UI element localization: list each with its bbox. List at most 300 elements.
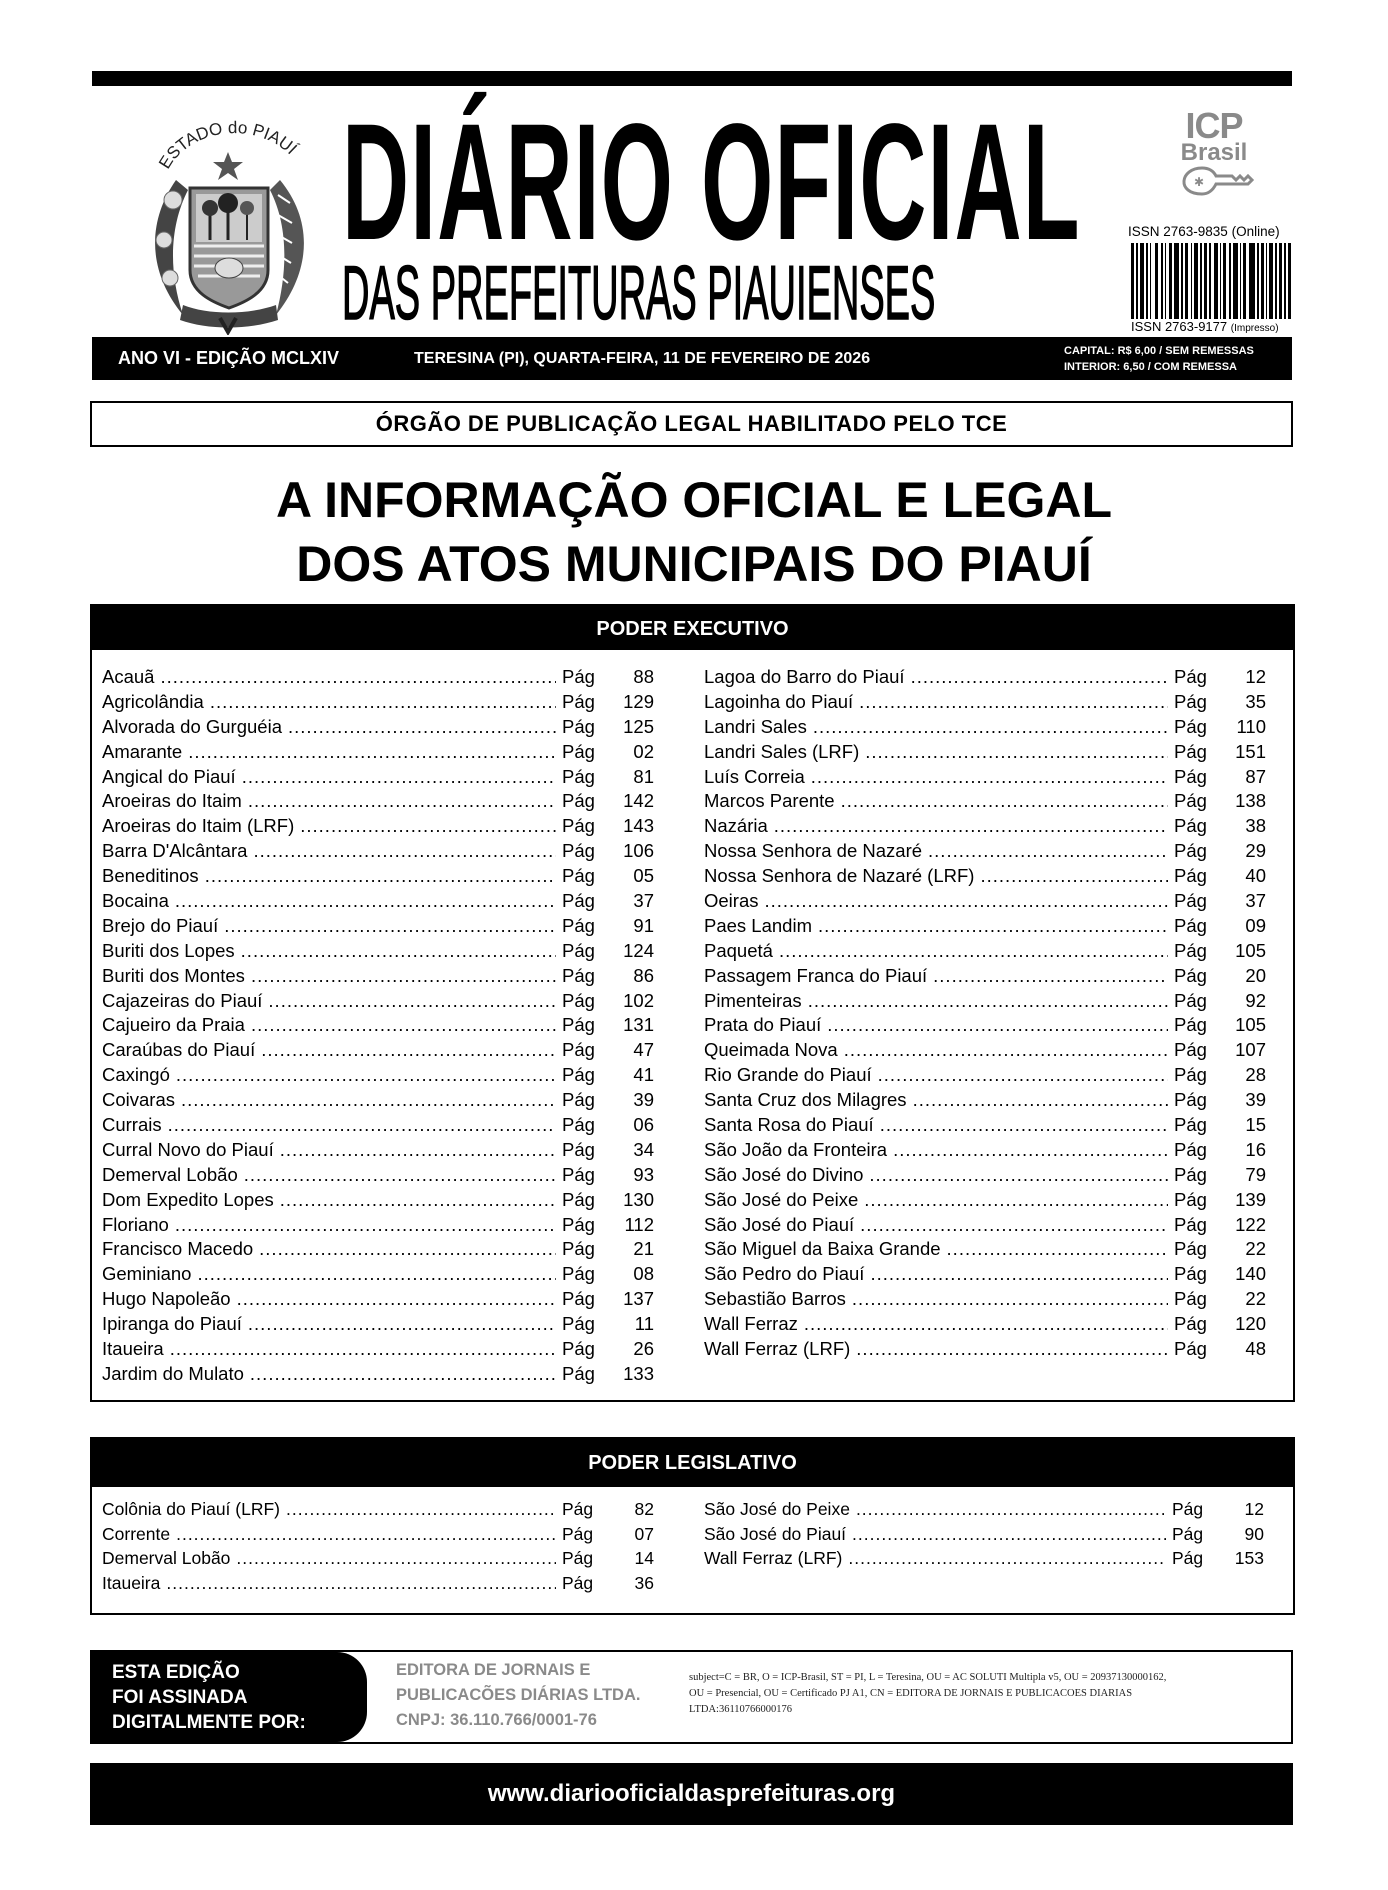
- legislativo-left-column: [102, 1497, 654, 1595]
- index-entry[interactable]: [704, 814, 1266, 839]
- leader-dots: [841, 789, 1168, 814]
- page-label: Pág: [562, 1064, 595, 1086]
- page-label: Pág: [562, 1039, 595, 1061]
- page-label: Pág: [562, 1338, 595, 1360]
- page-label: Pág: [562, 666, 595, 687]
- page-label: Pág: [1174, 666, 1207, 687]
- index-entry[interactable]: [102, 1213, 654, 1238]
- leader-dots: [933, 964, 1168, 989]
- leader-dots: [864, 1188, 1168, 1213]
- barcode-icon: [1131, 243, 1291, 319]
- issn-print-label: (Impresso): [1230, 323, 1279, 334]
- page-label: Pág: [1174, 1064, 1207, 1086]
- page-label: Pág: [562, 815, 595, 837]
- publication-date: TERESINA (PI), QUARTA-FEIRA, 11 DE FEVEREIRO DE 2026: [414, 350, 871, 367]
- page-label: Pág: [1172, 1548, 1204, 1568]
- page-label: Pág: [562, 1288, 595, 1310]
- municipality-name: São José do Piauí: [704, 1213, 855, 1235]
- municipality-name: Nossa Senhora de Nazaré (LRF): [704, 865, 975, 887]
- municipality-name: Cajueiro da Praia: [102, 1014, 245, 1036]
- page-label: Pág: [1174, 1213, 1207, 1235]
- page-number: 81: [633, 765, 654, 787]
- page-label: Pág: [562, 1572, 594, 1593]
- page-number: 79: [1245, 1163, 1266, 1185]
- page-number: 39: [1245, 1089, 1266, 1111]
- page-number: 47: [633, 1039, 654, 1061]
- leader-dots: [878, 1063, 1168, 1088]
- municipality-name: Nossa Senhora de Nazaré: [704, 840, 923, 862]
- leader-dots: [224, 914, 556, 939]
- page-number: 105: [1235, 1014, 1266, 1036]
- municipality-name: Rio Grande do Piauí: [704, 1064, 872, 1086]
- index-entry[interactable]: [102, 665, 654, 690]
- headline-line-2: DOS ATOS MUNICIPAIS DO PIAUÍ: [296, 536, 1092, 592]
- page-label: Pág: [562, 890, 595, 912]
- municipality-name: Santa Cruz dos Milagres: [704, 1089, 907, 1111]
- page-label: Pág: [1174, 765, 1207, 787]
- page-number: 129: [623, 690, 654, 712]
- leader-dots: [176, 1522, 556, 1547]
- index-entry[interactable]: [704, 864, 1266, 889]
- leader-dots: [166, 1571, 556, 1596]
- coat-of-arms-icon: [128, 100, 328, 335]
- index-entry[interactable]: [704, 964, 1266, 989]
- leader-dots: [856, 1337, 1168, 1362]
- municipality-name: São José do Peixe: [704, 1499, 850, 1519]
- index-entry[interactable]: [704, 1237, 1266, 1262]
- leader-dots: [280, 1138, 556, 1163]
- certificate-subject: [689, 1670, 1289, 1718]
- index-entry[interactable]: [102, 814, 654, 839]
- page-label: Pág: [1174, 1014, 1207, 1036]
- edition-number: ANO VI - EDIÇÃO MCLXIV: [118, 348, 340, 368]
- section-header-executivo: PODER EXECUTIVO: [90, 604, 1295, 654]
- index-entry[interactable]: [102, 1337, 654, 1362]
- page-number: 92: [1245, 989, 1266, 1011]
- executivo-right-column: [704, 665, 1266, 1362]
- issn-online: ISSN 2763-9835 (Online): [1128, 224, 1280, 239]
- index-entry[interactable]: [102, 1522, 654, 1547]
- svg-text:✱: ✱: [1194, 175, 1205, 189]
- index-entry[interactable]: [102, 1287, 654, 1312]
- leader-dots: [236, 1546, 556, 1571]
- municipality-name: Prata do Piauí: [704, 1014, 822, 1036]
- index-entry[interactable]: [102, 864, 654, 889]
- municipality-name: Demerval Lobão: [102, 1548, 231, 1568]
- page-number: 12: [1245, 666, 1266, 687]
- page-label: Pág: [562, 690, 595, 712]
- index-entry[interactable]: [102, 1013, 654, 1038]
- municipality-name: Colônia do Piauí (LRF): [102, 1499, 280, 1519]
- municipality-name: Luís Correia: [704, 765, 805, 787]
- page-number: 12: [1244, 1499, 1264, 1519]
- leader-dots: [251, 964, 556, 989]
- icp-brasil-logo: [1172, 105, 1256, 202]
- municipality-name: Marcos Parente: [704, 790, 835, 812]
- index-entry[interactable]: [102, 964, 654, 989]
- page-label: Pág: [1174, 815, 1207, 837]
- page-label: Pág: [562, 790, 595, 812]
- page-label: Pág: [1174, 1338, 1207, 1360]
- leader-dots: [237, 1287, 556, 1312]
- municipality-name: Santa Rosa do Piauí: [704, 1114, 874, 1136]
- page-number: 143: [623, 815, 654, 837]
- page-number: 22: [1245, 1288, 1266, 1310]
- page-label: Pág: [562, 840, 595, 862]
- section-executivo: [90, 650, 1295, 1402]
- municipality-name: Alvorada do Gurguéia: [102, 715, 282, 737]
- price-capital: CAPITAL: R$ 6,00 / SEM REMESSAS: [1064, 345, 1254, 357]
- key-icon: [1172, 164, 1256, 198]
- page-label: Pág: [562, 1114, 595, 1136]
- page-label: Pág: [1174, 1188, 1207, 1210]
- index-entry[interactable]: [102, 1188, 654, 1213]
- leader-dots: [827, 1013, 1168, 1038]
- municipality-name: Coivaras: [102, 1089, 175, 1111]
- index-entry[interactable]: [704, 1013, 1266, 1038]
- municipality-name: Floriano: [102, 1213, 169, 1235]
- leader-dots: [865, 740, 1168, 765]
- page-label: Pág: [562, 1163, 595, 1185]
- leader-dots: [880, 1113, 1168, 1138]
- page-label: Pág: [1174, 964, 1207, 986]
- index-entry[interactable]: [102, 914, 654, 939]
- page-label: Pág: [1174, 914, 1207, 936]
- leader-dots: [869, 1163, 1168, 1188]
- issn-print: [1131, 319, 1297, 336]
- leader-dots: [928, 839, 1168, 864]
- index-entry[interactable]: [704, 765, 1266, 790]
- page-number: 48: [1245, 1338, 1266, 1360]
- page-label: Pág: [562, 1548, 594, 1568]
- index-entry[interactable]: [704, 1113, 1266, 1138]
- page-label: Pág: [1174, 1263, 1207, 1285]
- executivo-left-column: [102, 665, 654, 1387]
- page-number: 16: [1245, 1138, 1266, 1160]
- municipality-name: Angical do Piauí: [102, 765, 236, 787]
- page-label: Pág: [562, 1138, 595, 1160]
- leader-dots: [248, 1312, 556, 1337]
- leader-dots: [261, 1038, 556, 1063]
- edition-info-bar: [92, 337, 1292, 380]
- leader-dots: [893, 1138, 1168, 1163]
- leader-dots: [242, 765, 556, 790]
- page-number: 131: [623, 1014, 654, 1036]
- leader-dots: [813, 715, 1168, 740]
- page-number: 93: [633, 1163, 654, 1185]
- page-label: Pág: [1174, 1114, 1207, 1136]
- legislativo-right-column: [704, 1497, 1264, 1571]
- page-number: 05: [633, 865, 654, 887]
- leader-dots: [808, 989, 1168, 1014]
- municipality-name: Pimenteiras: [704, 989, 802, 1011]
- leader-dots: [259, 1237, 556, 1262]
- page-label: Pág: [1174, 989, 1207, 1011]
- section-header-legislativo: PODER LEGISLATIVO: [90, 1437, 1295, 1489]
- leader-dots: [181, 1088, 556, 1113]
- index-entry[interactable]: [704, 789, 1266, 814]
- page-number: 22: [1245, 1238, 1266, 1260]
- index-entry[interactable]: [102, 715, 654, 740]
- leader-dots: [253, 839, 556, 864]
- page-label: Pág: [562, 939, 595, 961]
- municipality-name: Beneditinos: [102, 865, 199, 887]
- page-label: Pág: [562, 1523, 594, 1544]
- index-entry[interactable]: [704, 839, 1266, 864]
- page-number: 122: [1235, 1213, 1266, 1235]
- page-label: Pág: [562, 740, 595, 762]
- page-number: 02: [633, 740, 654, 762]
- page-number: 40: [1245, 865, 1266, 887]
- municipality-name: Aroeiras do Itaim: [102, 790, 242, 812]
- index-entry[interactable]: [102, 789, 654, 814]
- icp-logo-subtext: Brasil: [1180, 139, 1248, 166]
- municipality-name: Nazária: [704, 815, 768, 837]
- leader-dots: [804, 1312, 1168, 1337]
- page-label: Pág: [562, 989, 595, 1011]
- index-entry[interactable]: [102, 889, 654, 914]
- icp-logo-text: ICP: [1185, 105, 1243, 146]
- page-label: Pág: [1174, 939, 1207, 961]
- page-label: Pág: [562, 1263, 595, 1285]
- municipality-name: Sebastião Barros: [704, 1288, 846, 1310]
- website-link[interactable]: www.diariooficialdasprefeituras.org: [487, 1780, 896, 1807]
- index-entry[interactable]: [704, 1063, 1266, 1088]
- page-number: 36: [634, 1572, 654, 1593]
- page-number: 21: [633, 1238, 654, 1260]
- index-entry[interactable]: [704, 1138, 1266, 1163]
- municipality-name: Brejo do Piauí: [102, 914, 219, 936]
- municipality-name: Lagoinha do Piauí: [704, 690, 854, 712]
- page-label: Pág: [1174, 1163, 1207, 1185]
- index-entry[interactable]: [102, 839, 654, 864]
- page-number: 06: [633, 1114, 654, 1136]
- newspaper-title: DIÁRIO OFICIAL: [342, 90, 1081, 275]
- top-rule: [92, 71, 1292, 86]
- page-number: 34: [633, 1138, 654, 1160]
- leader-dots: [248, 789, 556, 814]
- page-label: Pág: [562, 914, 595, 936]
- index-entry[interactable]: [704, 1188, 1266, 1213]
- municipality-name: Lagoa do Barro do Piauí: [704, 666, 905, 687]
- index-entry[interactable]: [704, 1546, 1264, 1571]
- index-entry[interactable]: [704, 715, 1266, 740]
- municipality-name: Aroeiras do Itaim (LRF): [102, 815, 295, 837]
- page-label: Pág: [1174, 690, 1207, 712]
- index-entry[interactable]: [704, 1287, 1266, 1312]
- index-entry[interactable]: [704, 889, 1266, 914]
- digital-signature-box: [90, 1650, 1293, 1744]
- municipality-name: São José do Piauí: [704, 1523, 847, 1544]
- index-entry[interactable]: [102, 1088, 654, 1113]
- page-number: 102: [623, 989, 654, 1011]
- page-label: Pág: [1174, 1039, 1207, 1061]
- index-entry[interactable]: [102, 765, 654, 790]
- index-entry[interactable]: [704, 1088, 1266, 1113]
- price-info: [1064, 343, 1254, 375]
- page-number: 14: [634, 1548, 654, 1568]
- municipality-name: Acauã: [102, 666, 155, 687]
- index-entry[interactable]: [102, 1038, 654, 1063]
- page-label: Pág: [562, 865, 595, 887]
- leader-dots: [251, 1013, 556, 1038]
- page-number: 137: [623, 1288, 654, 1310]
- index-entry[interactable]: [704, 1038, 1266, 1063]
- headline: [100, 468, 1288, 596]
- signature-label-line: DIGITALMENTE POR:: [112, 1712, 306, 1733]
- leader-dots: [175, 889, 556, 914]
- page-label: Pág: [1174, 1288, 1207, 1310]
- leader-dots: [160, 665, 556, 690]
- leader-dots: [947, 1237, 1168, 1262]
- page-number: 41: [633, 1064, 654, 1086]
- leader-dots: [197, 1262, 556, 1287]
- leader-dots: [168, 1113, 556, 1138]
- municipality-name: Jardim do Mulato: [102, 1362, 244, 1384]
- index-entry[interactable]: [704, 1213, 1266, 1238]
- index-entry[interactable]: [102, 1063, 654, 1088]
- page-label: Pág: [562, 1499, 594, 1519]
- page-number: 08: [633, 1263, 654, 1285]
- index-entry[interactable]: [102, 989, 654, 1014]
- leader-dots: [170, 1337, 556, 1362]
- municipality-name: São João da Fronteira: [704, 1138, 888, 1160]
- index-entry[interactable]: [102, 740, 654, 765]
- index-entry[interactable]: [102, 1237, 654, 1262]
- page-number: 88: [633, 666, 654, 687]
- signer-company: [396, 1658, 640, 1733]
- page-label: Pág: [1172, 1499, 1204, 1519]
- leader-dots: [280, 1188, 556, 1213]
- page-label: Pág: [1172, 1523, 1204, 1544]
- municipality-name: Curral Novo do Piauí: [102, 1138, 274, 1160]
- index-entry[interactable]: [102, 1571, 654, 1596]
- page-number: 133: [623, 1362, 654, 1384]
- index-entry[interactable]: [704, 1262, 1266, 1287]
- signer-name-line: PUBLICACÕES DIÁRIAS LTDA.: [396, 1686, 641, 1704]
- page-label: Pág: [562, 765, 595, 787]
- page-number: 35: [1245, 690, 1266, 712]
- leader-dots: [300, 814, 556, 839]
- leader-dots: [779, 939, 1168, 964]
- signature-label-line: FOI ASSINADA: [112, 1687, 248, 1708]
- index-entry[interactable]: [102, 1113, 654, 1138]
- page-number: 82: [634, 1499, 654, 1519]
- index-entry[interactable]: [102, 1138, 654, 1163]
- index-entry[interactable]: [704, 989, 1266, 1014]
- leader-dots: [175, 1213, 556, 1238]
- page-label: Pág: [562, 1089, 595, 1111]
- page-label: Pág: [562, 1014, 595, 1036]
- municipality-name: São Miguel da Baixa Grande: [704, 1238, 941, 1260]
- index-entry[interactable]: [102, 1497, 654, 1522]
- leader-dots: [911, 665, 1168, 690]
- municipality-name: Caraúbas do Piauí: [102, 1039, 256, 1061]
- leader-dots: [860, 1213, 1168, 1238]
- page-label: Pág: [1174, 1238, 1207, 1260]
- index-entry[interactable]: [102, 1262, 654, 1287]
- municipality-name: Agricolândia: [102, 690, 204, 712]
- issn-print-number: ISSN 2763-9177: [1131, 319, 1228, 334]
- municipality-name: Wall Ferraz (LRF): [704, 1548, 843, 1568]
- price-interior: INTERIOR: 6,50 / COM REMESSA: [1064, 361, 1237, 373]
- page-number: 39: [633, 1089, 654, 1111]
- municipality-name: Dom Expedito Lopes: [102, 1188, 274, 1210]
- index-entry[interactable]: [704, 690, 1266, 715]
- signature-label: [92, 1652, 367, 1742]
- municipality-name: Ipiranga do Piauí: [102, 1313, 242, 1335]
- certificate-subject-line: subject=C = BR, O = ICP-Brasil, ST = PI, L = Teresina, OU = AC SOLUTI Multipla v5, OU = 20937130000162,: [689, 1672, 1167, 1683]
- municipality-name: Corrente: [102, 1523, 171, 1544]
- page-label: Pág: [562, 1213, 595, 1235]
- index-entry[interactable]: [102, 1362, 654, 1387]
- municipality-name: Buriti dos Montes: [102, 964, 245, 986]
- page-number: 110: [1236, 715, 1266, 737]
- index-entry[interactable]: [704, 1337, 1266, 1362]
- index-entry[interactable]: [704, 939, 1266, 964]
- index-entry[interactable]: [704, 1522, 1264, 1547]
- leader-dots: [870, 1262, 1168, 1287]
- certificate-subject-line: LTDA:36110766000176: [689, 1704, 793, 1715]
- newspaper-subtitle: DAS PREFEITURAS PIAUIENSES: [342, 251, 936, 336]
- section-legislativo: [90, 1487, 1295, 1615]
- tce-banner: ÓRGÃO DE PUBLICAÇÃO LEGAL HABILITADO PELO TCE: [90, 401, 1293, 447]
- page-label: Pág: [1174, 890, 1207, 912]
- signer-cnpj: CNPJ: 36.110.766/0001-76: [396, 1711, 597, 1729]
- page-label: Pág: [1174, 715, 1207, 737]
- municipality-name: Caxingó: [102, 1064, 170, 1086]
- municipality-name: Buriti dos Lopes: [102, 939, 235, 961]
- index-entry[interactable]: [102, 1312, 654, 1337]
- leader-dots: [268, 989, 556, 1014]
- page-label: Pág: [1174, 1313, 1207, 1335]
- index-entry[interactable]: [704, 914, 1266, 939]
- page-label: Pág: [562, 1313, 595, 1335]
- index-entry[interactable]: [102, 939, 654, 964]
- index-entry[interactable]: [704, 1497, 1264, 1522]
- page-label: Pág: [562, 1238, 595, 1260]
- page-number: 26: [633, 1338, 654, 1360]
- municipality-name: São José do Peixe: [704, 1188, 859, 1210]
- page-number: 112: [624, 1213, 654, 1235]
- page-label: Pág: [1174, 790, 1207, 812]
- page-number: 07: [634, 1523, 654, 1544]
- municipality-name: Demerval Lobão: [102, 1163, 238, 1185]
- svg-text:ESTADO do PIAUÍ: ESTADO do PIAUÍ: [155, 118, 301, 173]
- municipality-name: Barra D'Alcântara: [102, 840, 248, 862]
- page-number: 09: [1245, 914, 1266, 936]
- index-entry[interactable]: [704, 1312, 1266, 1337]
- page-label: Pág: [1174, 1089, 1207, 1111]
- index-entry[interactable]: [704, 665, 1266, 690]
- index-entry[interactable]: [704, 1163, 1266, 1188]
- municipality-name: Passagem Franca do Piauí: [704, 964, 928, 986]
- certificate-subject-line: OU = Presencial, OU = Certificado PJ A1, CN = EDITORA DE JORNAIS E PUBLICACOES DIARIAS: [689, 1688, 1133, 1699]
- index-entry[interactable]: [704, 740, 1266, 765]
- footer-url-bar: [90, 1763, 1293, 1825]
- page-label: Pág: [1174, 1138, 1207, 1160]
- page-number: 29: [1245, 840, 1266, 862]
- page-number: 140: [1235, 1263, 1266, 1285]
- signature-label-line: ESTA EDIÇÃO: [112, 1662, 240, 1683]
- index-entry[interactable]: [102, 690, 654, 715]
- page-number: 107: [1235, 1039, 1266, 1061]
- leader-dots: [765, 889, 1169, 914]
- municipality-name: Geminiano: [102, 1263, 192, 1285]
- leader-dots: [176, 1063, 556, 1088]
- index-entry[interactable]: [102, 1546, 654, 1571]
- index-entry[interactable]: [102, 1163, 654, 1188]
